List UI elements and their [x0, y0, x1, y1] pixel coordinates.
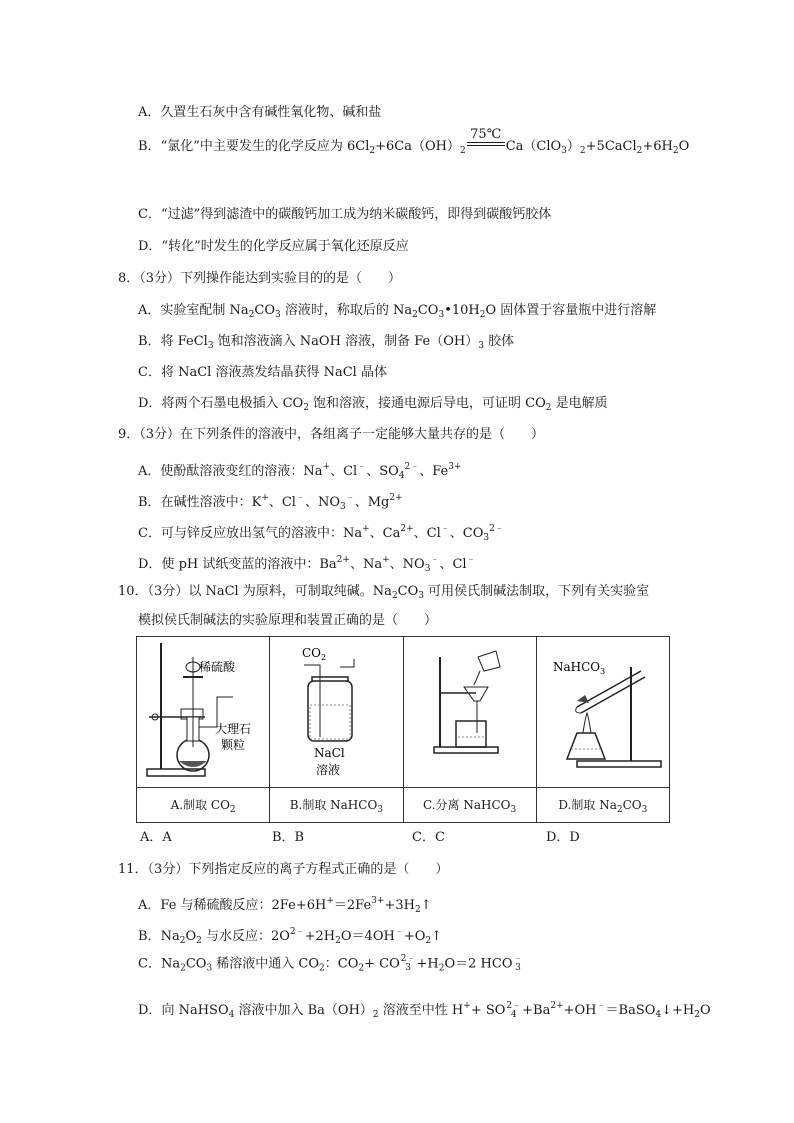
q10-stem-continued: 模拟侯氏制碱法的实验原理和装置正确的是（ ） [138, 613, 438, 628]
apparatus-c-figure [403, 637, 536, 788]
q10-stem: 10．（3分）以 NaCl 为原料，可制取纯碱。$Na_2CO_3$ 可用侯氏制碱法制取，下列有关实验室 [118, 584, 650, 601]
answer-b: B．B [272, 830, 305, 845]
gas-wash-bottle-diagram [270, 637, 402, 783]
q8-option-d: D．将两个石墨电极插入 $CO_2$ 饱和溶液，接通电源后导电，可证明 $CO_2$ 是电解质 [138, 396, 608, 413]
q11-option-d: D．向 NaHSO$_4$ 溶液中加入 $Ba(OH)_2$ 溶液至中性 H++ SO 2﹣ 4 $+Ba^{2+}+OH^﹣=BaSO_4↓+H_2O$ [138, 1000, 711, 1020]
granule-label: 颗粒 [221, 738, 246, 752]
q9-option-c: C．可与锌反应放出氢气的溶液中：Na+、$Ca^{2+}$、Cl﹣、$CO_3^{2﹣}$ [138, 524, 504, 543]
answer-d: D．D [546, 830, 580, 845]
reaction-condition: 75℃ [467, 142, 505, 148]
co2-generator-diagram [137, 637, 269, 783]
co2-inlet-label: $CO_2$ [302, 646, 327, 662]
q8-option-c: C．将 NaCl 溶液蒸发结晶获得 NaCl 晶体 [138, 365, 387, 380]
q11-stem: 11．（3分）下列指定反应的离子方程式正确的是（ ） [118, 862, 449, 877]
q9-option-b: B．在碱性溶液中：K+、Cl﹣、$NO_3^﹣$、$Mg^{2+}$ [138, 493, 403, 512]
apparatus-table [136, 636, 670, 823]
answer-a: A．A [140, 830, 172, 845]
q9-option-a: A．使酚酞溶液变红的溶液：Na+、Cl﹣、$SO_4^{2﹣}$、$Fe^{3+}$ [138, 462, 462, 481]
q7-option-d: D．“转化”时发生的化学反应属于氧化还原反应 [138, 239, 409, 254]
q11-option-b: B．$Na_2O_2$ 与水反应：$2O^{2﹣}+2H_2O=4OH^﹣+O_2↑$ [138, 927, 443, 946]
marble-label: 大理石 [215, 722, 252, 736]
q7-option-b: B．“氯化”中主要发生的化学反应为 $6Cl_2+6Ca(OH)_2$ 75℃ $Ca(ClO_3)_2+5CaCl_2+6H_2O$ [138, 127, 690, 156]
solution-label: 溶液 [316, 763, 341, 777]
q11-option-c: C．$Na_2CO_3$ 稀溶液中通入 $CO_2$：$CO_2+$ CO 2﹣ 3 $+H_2O=2$ HCO ﹣ 3 [138, 954, 523, 974]
q8-option-a: A．实验室配制 $Na_2CO_3$ 溶液时，称取后的 $Na_2CO_3•10H_2O$ 固体置于容量瓶中进行溶解 [138, 303, 657, 320]
apparatus-d-figure [536, 637, 669, 788]
answer-c: C．C [412, 830, 445, 845]
q9-stem: 9．（3分）在下列条件的溶液中，各组离子一定能够大量共存的是（ ） [118, 427, 545, 442]
nacl-label: NaCl [314, 746, 346, 760]
q9-option-d: D．使 pH 试纸变蓝的溶液中：$Ba^{2+}$、Na+、$NO_3^﹣$、Cl﹣ [138, 555, 476, 574]
caption-b: B.制取 NaHCO$_3$ [270, 788, 403, 823]
apparatus-b-figure [270, 637, 403, 788]
caption-a: A.制取 $CO_2$ [137, 788, 270, 823]
q7-option-a: A．久置生石灰中含有碱性氧化物、碱和盐 [138, 105, 382, 120]
filtration-diagram [404, 637, 536, 783]
caption-d: D.制取 $Na_2CO_3$ [536, 788, 669, 823]
apparatus-a-figure [137, 637, 270, 788]
caption-c: C.分离 NaHCO$_3$ [403, 788, 536, 823]
q8-stem: 8．（3分）下列操作能达到实验目的的是（ ） [118, 271, 402, 286]
nahco3-label: NaHCO$_3$ [552, 660, 606, 676]
heating-diagram [537, 637, 669, 783]
q11-option-a: A．Fe 与稀硫酸反应：$2Fe+6H^+=2Fe^{3+}+3H_2↑$ [138, 896, 432, 915]
acid-label: 稀硫酸 [199, 660, 236, 674]
q8-option-b: B．将 FeCl$_3$ 饱和溶液滴入 NaOH 溶液，制备 $Fe(OH)_3$ 胶体 [138, 334, 515, 351]
q7-option-c: C．“过滤”得到滤渣中的碳酸钙加工成为纳米碳酸钙，即得到碳酸钙胶体 [138, 207, 552, 222]
